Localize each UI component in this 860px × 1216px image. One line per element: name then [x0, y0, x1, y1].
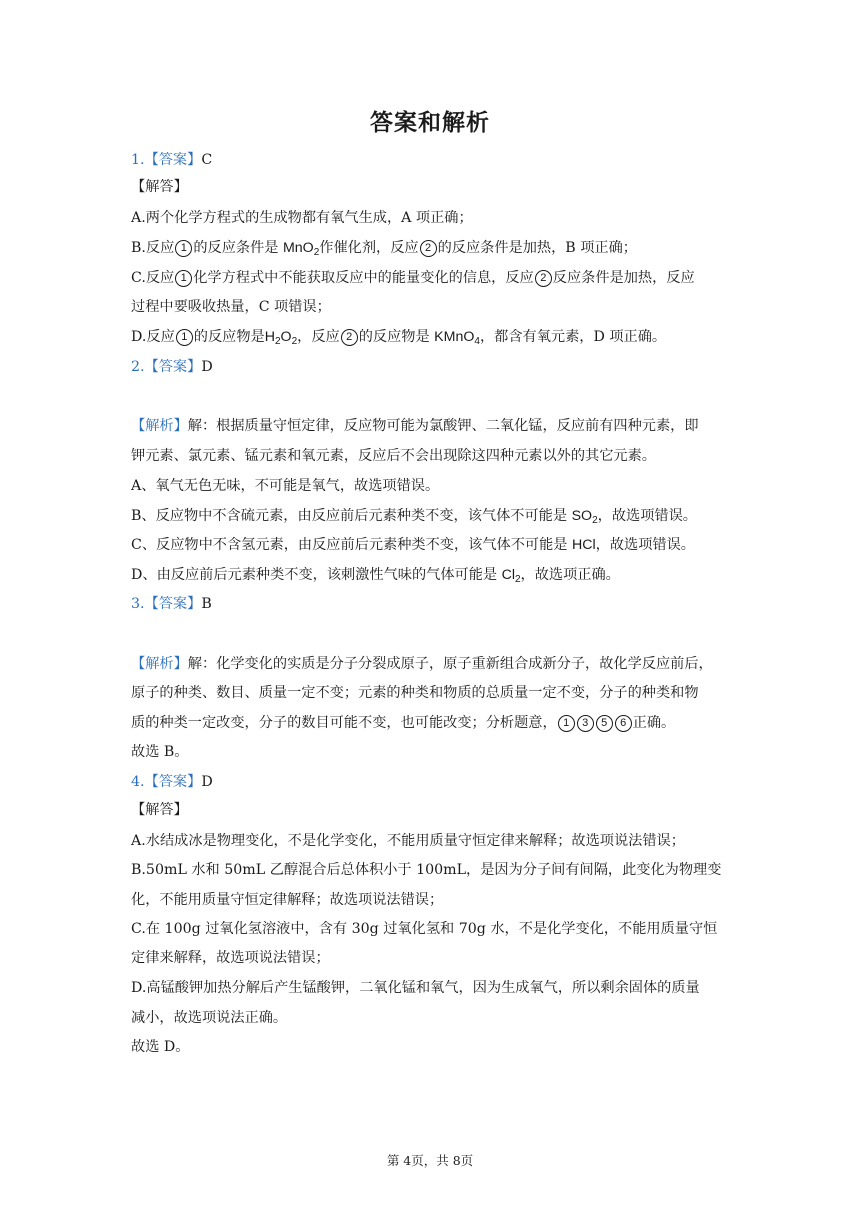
circled-number: 2 — [535, 270, 552, 287]
formula-subscript: 2 — [291, 336, 298, 347]
q1-c-text-3: 反应条件是加热，反应 — [552, 270, 695, 286]
q2-answer-label: 【答案】 — [144, 359, 202, 375]
q3-l3-text-2: 正确。 — [632, 715, 676, 731]
q1-b-text-4: 的反应条件是加热，B 项正确； — [437, 240, 637, 256]
q2-option-a: A、氧气无色无味，不可能是氧气，故选项错误。 — [131, 478, 440, 494]
q4-number: 4. — [131, 774, 145, 790]
q1-d-text-3: ，反应 — [297, 329, 340, 345]
q4-solution-label: 【解答】 — [131, 802, 188, 818]
circled-number: 1 — [558, 715, 575, 732]
q4-answer-value: D — [201, 774, 213, 790]
q3-answer-label: 【答案】 — [144, 596, 202, 612]
q4-option-d-line-2: 减小，故选项说法正确。 — [131, 1010, 288, 1026]
q4-answer-label: 【答案】 — [144, 774, 202, 790]
q2-answer-line — [131, 357, 741, 377]
q2-c-text-1: C、反应物中不含氢元素，由反应前后元素种类不变，该气体不可能是 — [131, 537, 572, 553]
q3-l3-text-1: 质的种类一定改变，分子的数目可能不变，也可能改变；分析题意， — [131, 715, 557, 731]
q1-option-d — [131, 327, 741, 347]
circled-number: 3 — [577, 715, 594, 732]
q1-d-text-2: 的反应物是 — [193, 329, 265, 345]
circled-number: 1 — [175, 270, 192, 287]
q4-option-b-line-2: 化，不能用质量守恒定律解释；故选项说法错误； — [131, 892, 444, 908]
formula-h2o2 — [265, 329, 297, 345]
q3-conclusion: 故选 B。 — [131, 744, 189, 760]
formula-text: Cl — [501, 567, 515, 583]
q4-option-c-line-1: C.在 100g 过氧化氢溶液中，含有 30g 过氧化氢和 70g 水，不是化学变化，不能用质量守恒 — [131, 921, 718, 937]
q2-analysis-label: 【解析】 — [131, 418, 188, 434]
formula-mno2 — [283, 240, 319, 256]
q1-option-c — [131, 268, 741, 288]
page-title: 答案和解析 — [370, 109, 490, 136]
formula-so2 — [572, 508, 598, 524]
q3-analysis-line-3 — [131, 713, 741, 733]
formula-subscript: 2 — [313, 247, 320, 258]
q1-answer-line — [131, 150, 741, 170]
q1-b-text-2: 的反应条件是 — [193, 240, 283, 256]
q1-d-text-4: 的反应物是 — [358, 329, 435, 345]
circled-number: 2 — [420, 240, 437, 257]
q4-option-c-line-2: 定律来解释，故选项说法错误； — [131, 950, 330, 966]
formula-text: MnO — [282, 240, 314, 256]
formula-subscript: 2 — [514, 574, 521, 585]
q3-answer-value: B — [201, 596, 212, 612]
q3-analysis-line-2: 原子的种类、数目、质量一定不变；元素的种类和物质的总质量一定不变，分子的种类和物 — [131, 685, 699, 701]
q4-option-a: A.水结成冰是物理变化，不是化学变化，不能用质量守恒定律来解释；故选项说法错误； — [131, 833, 685, 849]
q1-b-text-3: 作催化剂，反应 — [319, 240, 419, 256]
formula-kmno4 — [434, 329, 480, 345]
formula-text: O — [280, 329, 292, 345]
q1-answer-value: C — [201, 152, 213, 168]
circled-number: 1 — [176, 329, 193, 346]
q1-option-b — [131, 238, 741, 258]
circled-number: 6 — [615, 715, 632, 732]
q2-analysis-line-1 — [131, 416, 741, 436]
formula-subscript: 2 — [274, 336, 281, 347]
q2-option-c — [131, 535, 741, 555]
formula-hcl: HCl — [572, 537, 596, 553]
formula-cl2 — [502, 567, 521, 583]
circled-number: 1 — [175, 240, 192, 257]
q3-analysis-line-1 — [131, 654, 741, 674]
q1-c-text-2: 化学方程式中不能获取反应中的能量变化的信息，反应 — [193, 270, 534, 286]
formula-text: H — [264, 329, 275, 345]
q2-analysis-text: 解：根据质量守恒定律，反应物可能为氯酸钾、二氧化锰，反应前有四种元素，即 — [187, 418, 699, 434]
formula-text: KMnO — [434, 329, 475, 345]
q4-conclusion: 故选 D。 — [131, 1039, 190, 1055]
formula-subscript: 4 — [474, 336, 480, 347]
q1-d-text-1: D.反应 — [131, 329, 175, 345]
q1-option-c-cont: 过程中要吸收热量，C 项错误； — [131, 299, 331, 315]
formula-subscript: 2 — [592, 515, 598, 526]
q2-option-b — [131, 506, 741, 526]
q2-option-d — [131, 565, 741, 585]
q1-d-text-5: ，都含有氧元素，D 项正确。 — [479, 329, 667, 345]
q4-answer-line — [131, 772, 741, 792]
q2-c-text-2: ，故选项错误。 — [595, 537, 695, 553]
q2-d-text-1: D、由反应前后元素种类不变，该刺激性气味的气体可能是 — [131, 567, 502, 583]
q3-answer-line — [131, 594, 741, 614]
q4-option-b-line-1: B.50mL 水和 50mL 乙醇混合后总体积小于 100mL，是因为分子间有间隔，此变化为物理变 — [131, 862, 722, 878]
circled-number: 5 — [596, 715, 613, 732]
q4-option-d-line-1: D.高锰酸钾加热分解后产生锰酸钾，二氧化锰和氧气，因为生成氧气，所以剩余固体的质量 — [131, 980, 700, 996]
q2-d-text-2: ，故选项正确。 — [520, 567, 620, 583]
q2-number: 2. — [131, 359, 145, 375]
q3-analysis-text: 解：化学变化的实质是分子分裂成原子，原子重新组合成新分子，故化学反应前后， — [187, 656, 713, 672]
q1-answer-label: 【答案】 — [144, 152, 202, 168]
q2-b-text-2: ，故选项错误。 — [597, 508, 697, 524]
q2-analysis-line-2: 钾元素、氯元素、锰元素和氧元素，反应后不会出现除这四种元素以外的其它元素。 — [131, 448, 656, 464]
q1-solution-label: 【解答】 — [131, 179, 188, 195]
q2-b-text-1: B、反应物中不含硫元素，由反应前后元素种类不变，该气体不可能是 — [131, 508, 572, 524]
q1-number: 1. — [131, 152, 145, 168]
q2-answer-value: D — [201, 359, 213, 375]
q1-b-text-1: B.反应 — [131, 240, 175, 256]
page-footer: 第 4页，共 8页 — [386, 1153, 474, 1168]
circled-number: 2 — [341, 329, 358, 346]
formula-text: SO — [571, 508, 593, 524]
q3-number: 3. — [131, 596, 145, 612]
q1-option-a: A.两个化学方程式的生成物都有氧气生成，A 项正确； — [131, 210, 473, 226]
q3-analysis-label: 【解析】 — [131, 656, 188, 672]
q1-c-text-1: C.反应 — [131, 270, 175, 286]
